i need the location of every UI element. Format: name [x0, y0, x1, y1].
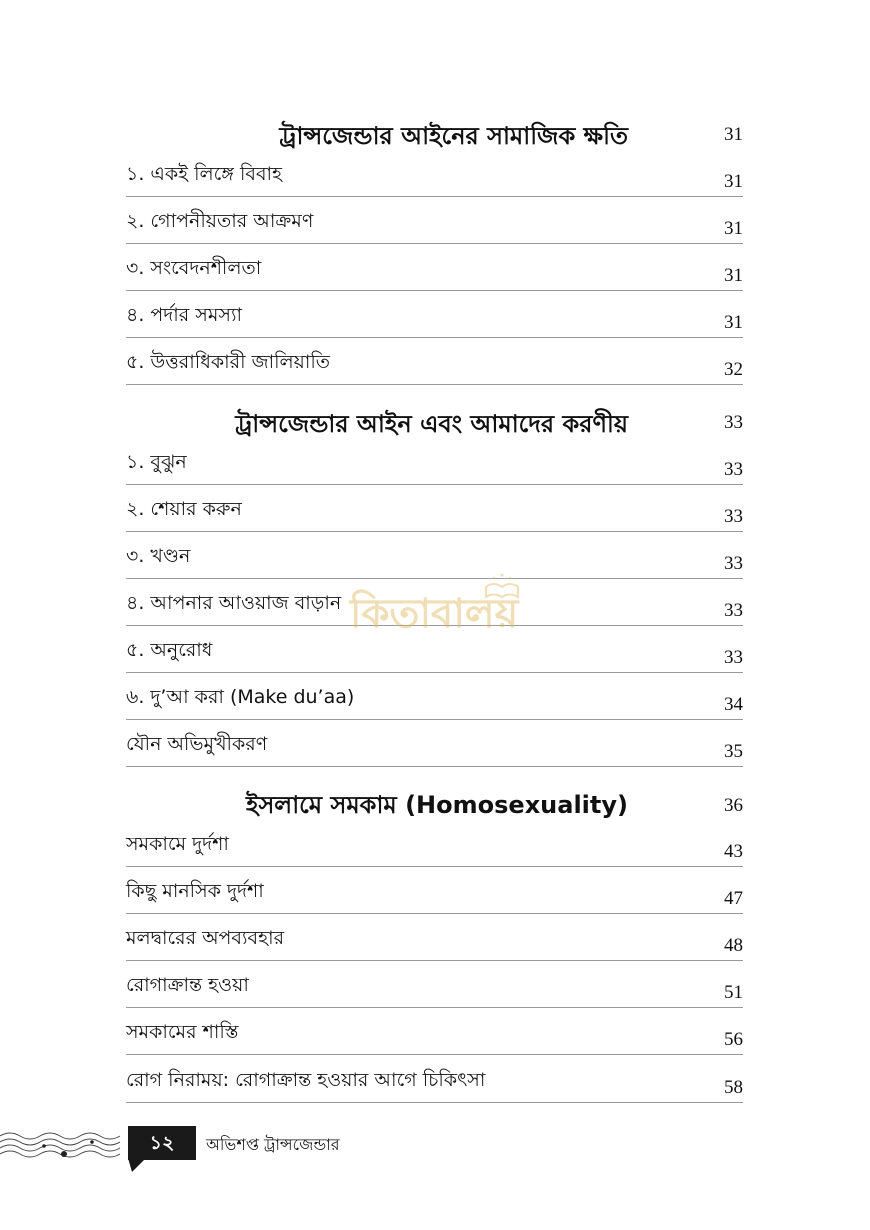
toc-entry-page: 31: [724, 312, 743, 333]
toc-entry-label: ২. শেয়ার করুন: [126, 498, 242, 520]
toc-entry[interactable]: [126, 924, 743, 961]
toc-entry-label: রোগ নিরাময়: রোগাক্রান্ত হওয়ার আগে চিকিৎসা: [126, 1069, 486, 1091]
toc-entry-page: 58: [724, 1077, 743, 1098]
toc-entry-label: ১. একই লিঙ্গে বিবাহ: [126, 163, 283, 185]
toc-entry-label: ৫. অনুরোধ: [126, 639, 213, 661]
toc-entry-page: 33: [724, 647, 743, 668]
toc-entry-page: 34: [724, 694, 743, 715]
toc-entry-label: ৪. আপনার আওয়াজ বাড়ান: [126, 592, 342, 614]
toc-entry-page: 51: [724, 982, 743, 1003]
toc-entry-page: 35: [724, 741, 743, 762]
toc-entry[interactable]: [126, 971, 743, 1008]
toc-entry[interactable]: [126, 1018, 743, 1055]
toc-entry[interactable]: [126, 301, 743, 338]
toc-entry-page: 31: [724, 265, 743, 286]
toc-entry[interactable]: [126, 877, 743, 914]
toc-entry-label: যৌন অভিমুখীকরণ: [126, 733, 268, 755]
toc-entry-page: 33: [724, 600, 743, 621]
toc-entry[interactable]: [126, 830, 743, 867]
toc-entry[interactable]: [126, 160, 743, 197]
toc-entry-label: ৩. খণ্ডন: [126, 545, 191, 567]
toc-entry-label: মলদ্বারের অপব্যবহার: [126, 927, 285, 949]
page-footer: [0, 1118, 870, 1178]
toc-entry-label: ৩. সংবেদনশীলতা: [126, 257, 262, 279]
toc-entry[interactable]: [126, 348, 743, 385]
toc-entry[interactable]: [126, 495, 743, 532]
toc-heading: ট্রান্সজেন্ডার আইনের সামাজিক ক্ষতি: [279, 122, 628, 150]
toc-heading-page: 33: [724, 412, 743, 433]
toc-entry-label: ৫. উত্তরাধিকারী জালিয়াতি: [126, 351, 331, 373]
toc-entry-page: 48: [724, 935, 743, 956]
page-number: ১২: [128, 1126, 196, 1160]
toc-entry-page: 33: [724, 506, 743, 527]
toc-heading: ইসলামে সমকাম (Homosexuality): [245, 791, 628, 819]
toc-entry-page: 47: [724, 888, 743, 909]
toc-entry-page: 56: [724, 1029, 743, 1050]
toc-entry[interactable]: [126, 254, 743, 291]
wave-ornament-icon: [0, 1124, 130, 1164]
watermark-logo: [340, 565, 540, 645]
toc-entry-page: 43: [724, 841, 743, 862]
toc-entry[interactable]: [126, 683, 743, 720]
toc-entry-page: 33: [724, 553, 743, 574]
toc-entry-label: ২. গোপনীয়তার আক্রমণ: [126, 210, 314, 232]
toc-entry-page: 33: [724, 459, 743, 480]
toc-entry-label: রোগাক্রান্ত হওয়া: [126, 974, 249, 996]
toc-heading-page: 36: [724, 795, 743, 816]
toc-entry[interactable]: [126, 1066, 743, 1103]
toc-entry-label: সমকামে দুর্দশা: [126, 833, 229, 855]
toc-entry[interactable]: [126, 730, 743, 767]
book-title: অভিশপ্ত ট্রান্সজেন্ডার: [206, 1135, 340, 1154]
toc-entry[interactable]: [126, 207, 743, 244]
toc-entry-label: ৬. দু’আ করা (Make du’aa): [126, 686, 355, 708]
page-tab-notch: [128, 1158, 148, 1172]
toc-heading: ট্রান্সজেন্ডার আইন এবং আমাদের করণীয়: [235, 410, 628, 438]
toc-entry-label: কিছু মানসিক দুর্দশা: [126, 880, 264, 902]
toc-entry-page: 31: [724, 218, 743, 239]
toc-entry-page: 32: [724, 359, 743, 380]
toc-entry-page: 31: [724, 171, 743, 192]
watermark-text: কিতাবালয়: [350, 591, 519, 637]
toc-entry-label: ৪. পর্দার সমস্যা: [126, 304, 242, 326]
toc-heading-page: 31: [724, 124, 743, 145]
toc-entry[interactable]: [126, 448, 743, 485]
toc-entry-label: ১. বুঝুন: [126, 451, 187, 473]
toc-entry-label: সমকামের শাস্তি: [126, 1021, 239, 1043]
